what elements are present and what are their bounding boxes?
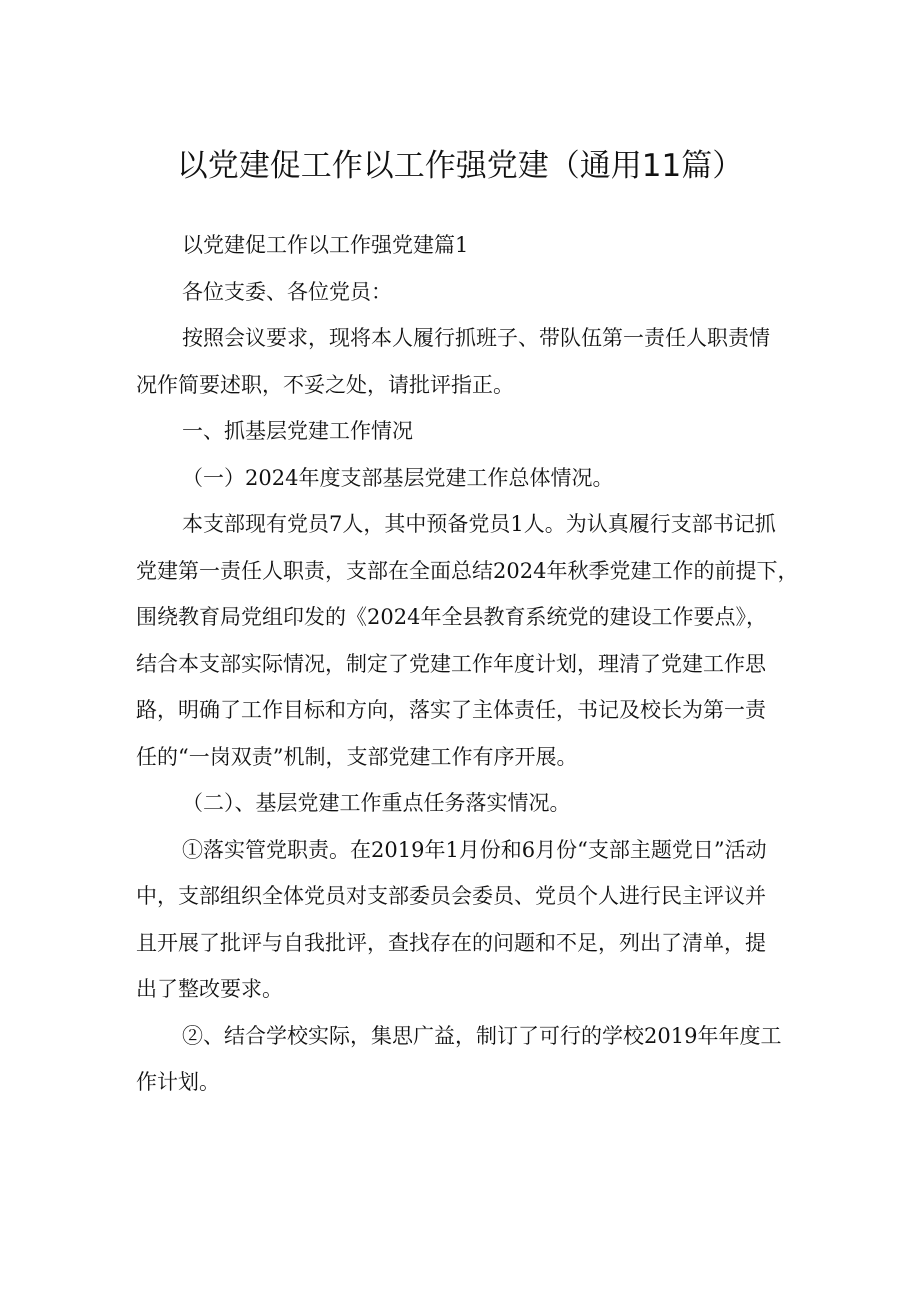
paragraph-line: 况作简要述职，不妥之处，请批评指正。 xyxy=(136,372,514,397)
paragraph-line: 围绕教育局党组印发的《2024年全县教育系统党的建设工作要点》， xyxy=(136,605,767,629)
paragraph-line: ②、结合学校实际，集思广益，制订了可行的学校2019年年度工 xyxy=(182,1023,782,1048)
paragraph-line: 路，明确了工作目标和方向，落实了主体责任，书记及校长为第一责 xyxy=(136,698,766,722)
paragraph-line: 本支部现有党员7人，其中预备党员1人。为认真履行支部书记抓 xyxy=(182,512,776,536)
document-title: 以党建促工作以工作强党建（通用11篇） xyxy=(176,148,744,184)
paragraph-line: ①落实管党职责。在2019年1月份和6月份“支部主题党日”活动 xyxy=(182,837,767,862)
paragraph-line: 结合本支部实际情况，制定了党建工作年度计划，理清了党建工作思 xyxy=(136,651,766,676)
section-heading: 一、抓基层党建工作情况 xyxy=(182,419,413,443)
paragraph-line: 中，支部组织全体党员对支部委员会委员、党员个人进行民主评议并 xyxy=(136,884,766,908)
paragraph-line: 任的“一岗双责”机制，支部党建工作有序开展。 xyxy=(136,744,578,769)
paragraph-line: 以党建促工作以工作强党建篇1 xyxy=(182,233,469,257)
paragraph-line: 作计划。 xyxy=(136,1070,220,1094)
paragraph-line: 党建第一责任人职责，支部在全面总结2024年秋季党建工作的前提下， xyxy=(136,558,799,583)
paragraph-line: 按照会议要求，现将本人履行抓班子、带队伍第一责任人职责情 xyxy=(182,326,770,350)
paragraph-line: 各位支委、各位党员： xyxy=(182,279,392,304)
paragraph-line: 出了整改要求。 xyxy=(136,977,283,1001)
paragraph-line: 且开展了批评与自我批评，查找存在的问题和不足，列出了清单，提 xyxy=(136,930,766,955)
document-body xyxy=(136,222,799,1106)
subsection-heading: （二）、基层党建工作重点任务落实情况。 xyxy=(182,791,571,815)
subsection-heading: （一）2024年度支部基层党建工作总体情况。 xyxy=(182,465,614,490)
